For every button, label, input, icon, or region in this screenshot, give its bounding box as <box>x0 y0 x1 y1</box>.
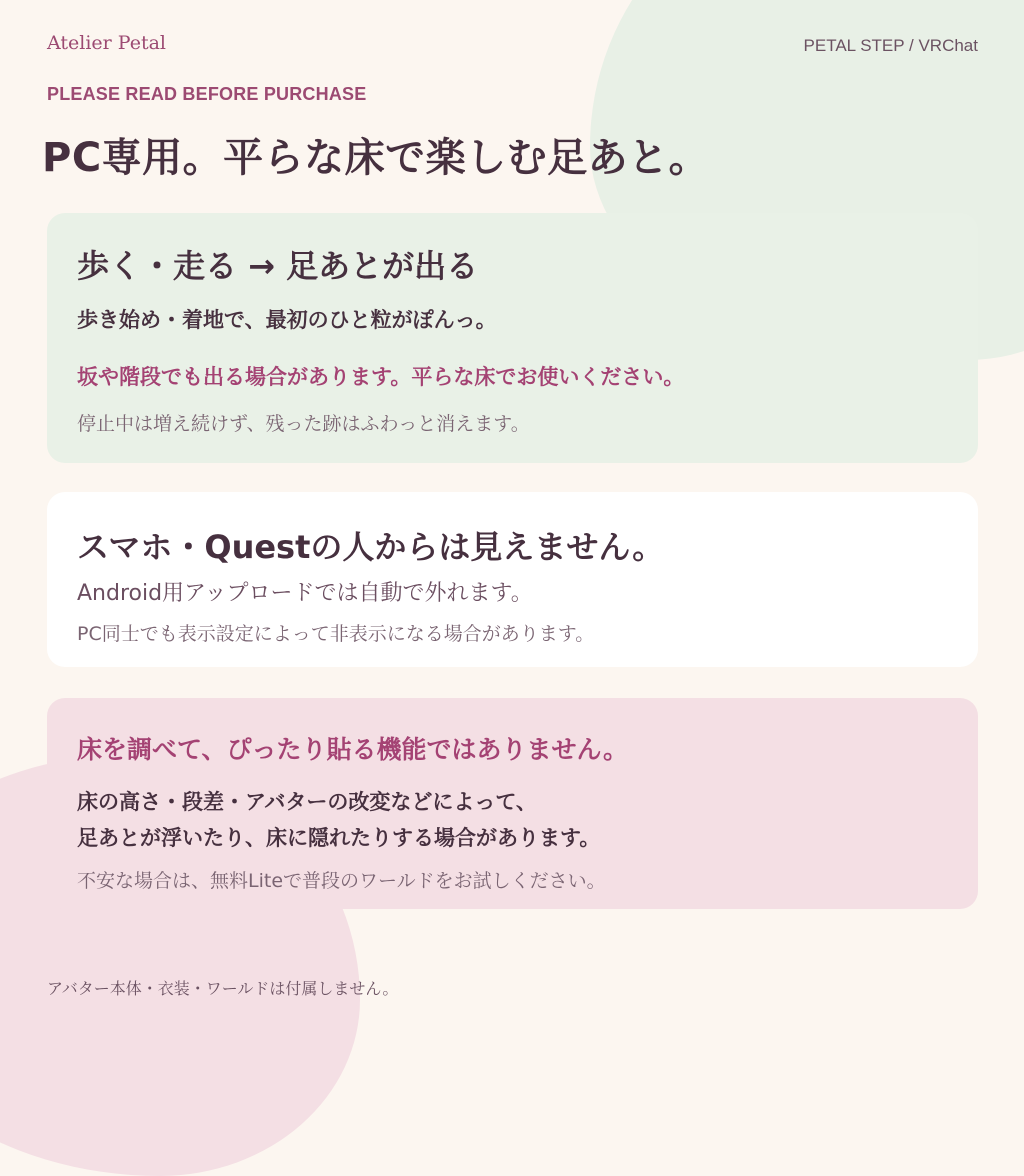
card-title: 床を調べて、ぴったり貼る機能ではありません。 <box>77 735 629 764</box>
card-line: Android用アップロードでは自動で外れます。 <box>77 581 533 606</box>
eyebrow-label: PLEASE READ BEFORE PURCHASE <box>47 84 367 104</box>
product-name: PETAL STEP / VRChat <box>803 36 978 55</box>
card-warning-line: 坂や階段でも出る場合があります。平らな床でお使いください。 <box>77 365 685 389</box>
card-line: 歩き始め・着地で、最初のひと粒がぽんっ。 <box>77 308 497 332</box>
footer-note: アバター本体・衣装・ワールドは付属しません。 <box>47 979 399 998</box>
card-title: スマホ・Questの人からは見えません。 <box>77 528 665 566</box>
card-footprint-behavior <box>47 213 978 463</box>
card-visibility <box>47 492 978 667</box>
brand-name: Atelier Petal <box>47 32 167 54</box>
card-title: 歩く・走る → 足あとが出る <box>77 247 479 285</box>
card-floor-detection <box>47 698 978 909</box>
card-note-line: 停止中は増え続けず、残った跡はふわっと消えます。 <box>77 413 530 435</box>
card-note-line: PC同士でも表示設定によって非表示になる場合があります。 <box>77 623 595 645</box>
card-line: 床の高さ・段差・アバターの改変などによって、 <box>77 790 537 814</box>
card-line: 足あとが浮いたり、床に隠れたりする場合があります。 <box>77 826 601 850</box>
card-note-line: 不安な場合は、無料Liteで普段のワールドをお試しください。 <box>77 870 606 892</box>
page-title: PC専用。平らな床で楽しむ足あと。 <box>42 135 710 181</box>
